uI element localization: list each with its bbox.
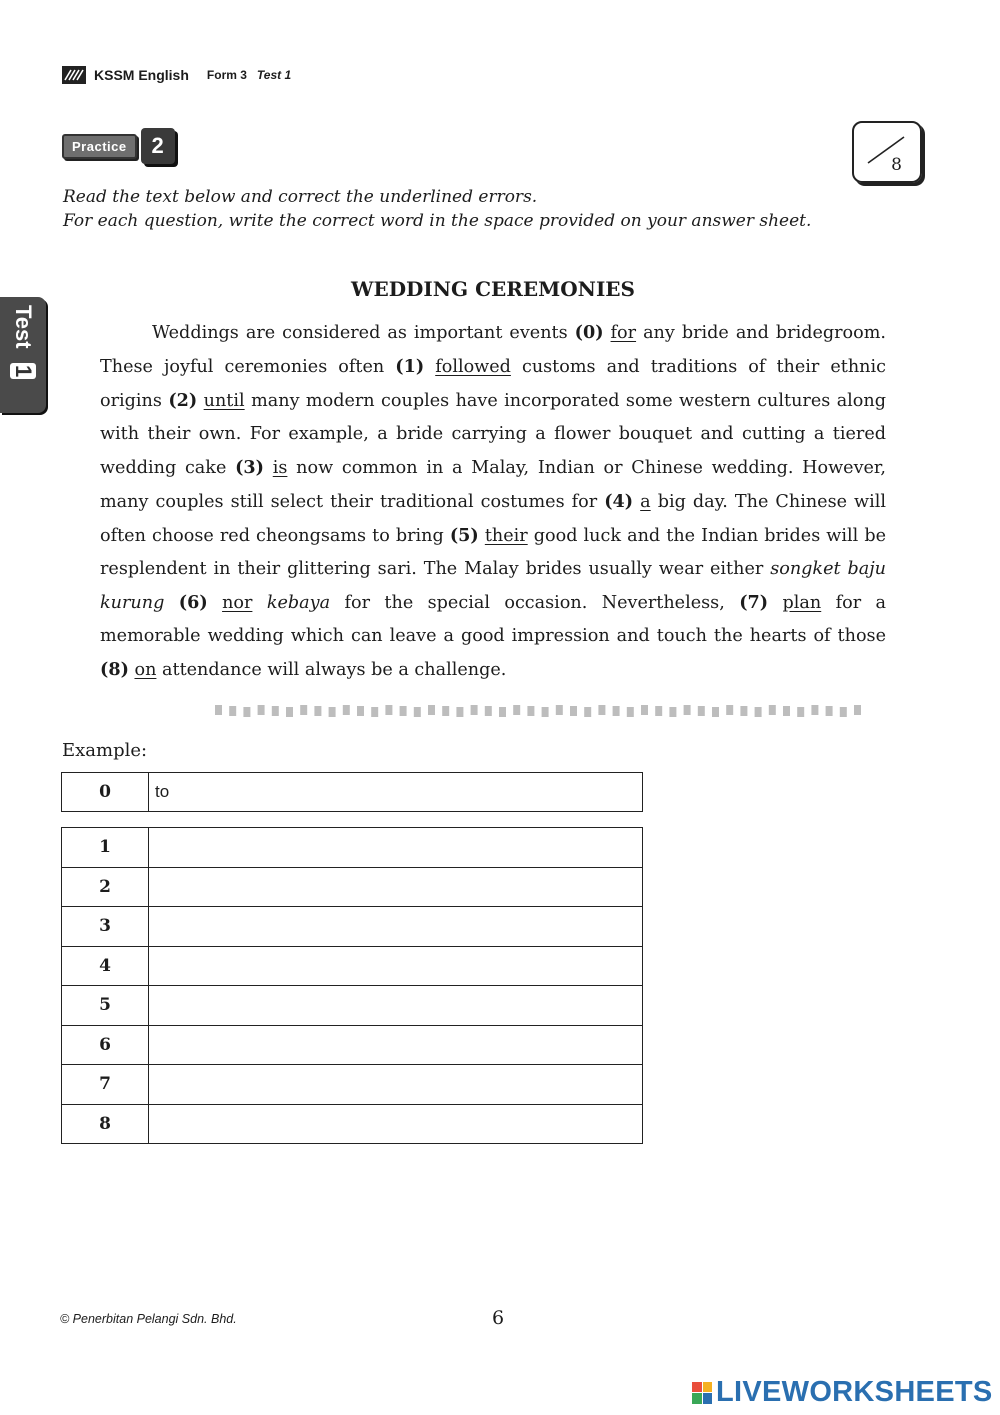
page-header <box>62 66 291 84</box>
divider-dot <box>712 707 719 717</box>
answer-number: 4 <box>62 946 149 986</box>
divider-dot <box>215 705 222 715</box>
answer-field[interactable] <box>149 1104 643 1144</box>
form-label: Form 3 <box>206 68 247 82</box>
liveworksheets-icon <box>692 1382 712 1404</box>
divider-dot <box>442 706 449 716</box>
italic-term: songket baju kurung <box>100 559 887 613</box>
divider-dot <box>527 706 534 716</box>
divider-dot <box>570 706 577 716</box>
italic-term: kebaya <box>266 593 331 613</box>
divider-dot <box>456 707 463 717</box>
question-marker: (6) <box>178 592 208 613</box>
answer-field[interactable] <box>149 867 643 907</box>
divider-dot <box>300 705 307 715</box>
divider-dot <box>385 705 392 715</box>
question-marker: (0) <box>574 322 604 343</box>
brand-name: LIVEWORKSHEETS <box>716 1376 993 1408</box>
side-tab-number: 1 <box>11 364 36 377</box>
answer-field[interactable] <box>149 1065 643 1105</box>
answer-field[interactable] <box>149 1025 643 1065</box>
question-marker: (7) <box>739 592 769 613</box>
divider-dot <box>840 707 847 717</box>
instructions <box>63 185 811 233</box>
question-marker: (3) <box>235 457 264 478</box>
underlined-error: nor <box>222 593 253 613</box>
divider-dot <box>428 705 435 715</box>
answer-row <box>62 1065 643 1105</box>
answer-row <box>62 986 643 1026</box>
divider-dot <box>726 705 733 715</box>
divider-dot <box>485 706 492 716</box>
divider-dot <box>229 706 236 716</box>
answer-table <box>61 827 643 1144</box>
page-number: 6 <box>492 1307 505 1329</box>
passage-title: WEDDING CEREMONIES <box>351 277 635 301</box>
answer-field[interactable] <box>149 828 643 868</box>
divider-dot <box>698 706 705 716</box>
underlined-error: their <box>484 526 528 546</box>
divider-dot <box>329 707 336 717</box>
practice-label: Practice <box>62 134 137 159</box>
example-answer: to <box>149 773 643 812</box>
score-slash <box>854 123 920 181</box>
answer-row <box>62 1025 643 1065</box>
passage-text: Weddings are considered as important events (0) for any bride and bridegroom. These joyful ceremonies often (1) followed customs and traditions of their ethnic origins (2) until many modern couples have incorporated some western cultures along with their own. For example, a bride carrying a flower bouquet and cutting a tiered wedding cake (3) is now common in a Malay, Indian or Chinese wedding. However, many couples still select their traditional costumes for (4) a big day. The Chinese will often choose red cheongsams to bring (5) their good luck and the Indian brides will be resplendent in their glittering sari. The Malay brides usually wear either songket baju kurung (6) nor kebaya for the special occasion. Nevertheless, (7) plan for a memorable wedding which can leave a good impression and touch the hearts of those (8) on attendance will always be a challenge. <box>100 322 887 680</box>
practice-badge <box>62 128 175 164</box>
divider-dot <box>769 705 776 715</box>
practice-number: 2 <box>141 128 175 164</box>
underlined-error: is <box>272 458 288 478</box>
answer-field[interactable] <box>149 946 643 986</box>
divider-dot <box>783 706 790 716</box>
test-label: Test 1 <box>256 68 292 82</box>
answer-number: 7 <box>62 1065 149 1105</box>
divider-dot <box>755 707 762 717</box>
divider-dot <box>854 705 861 715</box>
divider-dot <box>471 705 478 715</box>
answer-number: 2 <box>62 867 149 907</box>
divider-dot <box>641 705 648 715</box>
divider-dot <box>286 707 293 717</box>
question-marker: (1) <box>395 356 425 377</box>
instruction-line-1: Read the text below and correct the underlined errors. <box>63 187 538 207</box>
example-label: Example: <box>62 740 148 761</box>
divider-dot <box>655 706 662 716</box>
score-total: 8 <box>891 155 902 175</box>
divider-dot <box>314 706 321 716</box>
book-stack-icon <box>62 66 86 84</box>
divider-dot <box>797 707 804 717</box>
underlined-error: plan <box>782 593 822 613</box>
underlined-error: for <box>610 323 637 343</box>
copyright: © Penerbitan Pelangi Sdn. Bhd. <box>60 1312 237 1326</box>
decorative-divider <box>215 704 870 718</box>
subject-title: KSSM English <box>94 67 189 83</box>
divider-dot <box>811 705 818 715</box>
question-marker: (4) <box>604 491 634 512</box>
divider-dot <box>343 705 350 715</box>
divider-dot <box>499 707 506 717</box>
side-tab-label: Test <box>11 305 36 349</box>
divider-dot <box>542 707 549 717</box>
divider-dot <box>826 706 833 716</box>
question-marker: (2) <box>168 390 198 411</box>
divider-dot <box>357 706 364 716</box>
score-box <box>852 121 922 183</box>
answer-number: 3 <box>62 907 149 947</box>
answer-row <box>62 907 643 947</box>
answer-number: 6 <box>62 1025 149 1065</box>
answer-number: 1 <box>62 828 149 868</box>
instruction-line-2: For each question, write the correct word in the space provided on your answer sheet. <box>63 211 812 231</box>
brand-logo[interactable] <box>692 1376 993 1409</box>
question-marker: (8) <box>100 659 129 680</box>
underlined-error: followed <box>435 357 511 377</box>
divider-dot <box>669 707 676 717</box>
divider-dot <box>414 707 421 717</box>
answer-row <box>62 828 643 868</box>
divider-dot <box>684 705 691 715</box>
divider-dot <box>513 705 520 715</box>
underlined-error: on <box>134 660 157 680</box>
divider-dot <box>613 706 620 716</box>
example-number: 0 <box>62 773 149 812</box>
table-row <box>62 773 643 812</box>
answer-field[interactable] <box>149 986 643 1026</box>
answer-number: 5 <box>62 986 149 1026</box>
question-marker: (5) <box>449 525 479 546</box>
divider-dot <box>740 706 747 716</box>
side-tab <box>0 297 46 413</box>
answer-row <box>62 867 643 907</box>
divider-dot <box>258 705 265 715</box>
divider-dot <box>272 706 279 716</box>
divider-dot <box>598 705 605 715</box>
divider-dot <box>584 707 591 717</box>
underlined-error: until <box>203 391 245 411</box>
divider-dot <box>243 707 250 717</box>
example-table <box>61 772 643 812</box>
divider-dot <box>627 707 634 717</box>
underlined-error: a <box>640 492 651 512</box>
answer-row <box>62 946 643 986</box>
answer-row <box>62 1104 643 1144</box>
divider-dot <box>371 707 378 717</box>
divider-dot <box>400 706 407 716</box>
divider-dot <box>556 705 563 715</box>
answer-field[interactable] <box>149 907 643 947</box>
answer-number: 8 <box>62 1104 149 1144</box>
